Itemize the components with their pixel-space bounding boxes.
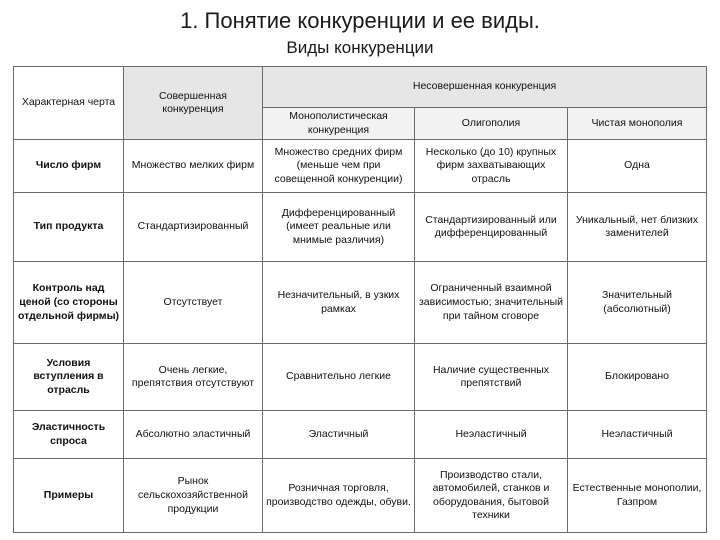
- row-label: Число фирм: [14, 140, 124, 193]
- row-label: Тип продукта: [14, 193, 124, 262]
- table-cell: Несколько (до 10) крупных фирм захватывающих отрасль: [415, 140, 568, 193]
- table-cell: Сравнительно легкие: [263, 344, 415, 411]
- table-row: [14, 193, 707, 262]
- competition-types-table: [13, 66, 707, 533]
- row-label: Условия вступления в отрасль: [14, 344, 124, 411]
- table-cell: Розничная торговля, производство одежды, обуви.: [263, 459, 415, 533]
- table-cell: Отсутствует: [124, 262, 263, 344]
- table-cell: Естественные монополии, Газпром: [568, 459, 707, 533]
- table-cell: Уникальный, нет близких заменителей: [568, 193, 707, 262]
- table-cell: Рынок сельскохозяйственной продукции: [124, 459, 263, 533]
- table-cell: Стандартизированный или дифференцированный: [415, 193, 568, 262]
- table-cell: Производство стали, автомобилей, станков и оборудования, бытовой техники: [415, 459, 568, 533]
- table-cell: Ограниченный взаимной зависимостью; значительный при тайном сговоре: [415, 262, 568, 344]
- table-row: [14, 411, 707, 459]
- table-cell: Одна: [568, 140, 707, 193]
- row-label: Контроль над ценой (со стороны отдельной фирмы): [14, 262, 124, 344]
- table-cell: Множество средних фирм (меньше чем при совещенной конкуренции): [263, 140, 415, 193]
- table-cell: Значительный (абсолютный): [568, 262, 707, 344]
- table-cell: Очень легкие, препятствия отсутствуют: [124, 344, 263, 411]
- header-pure-monopoly: Чистая монополия: [568, 108, 707, 140]
- header-characteristic: Характерная черта: [14, 67, 124, 140]
- table-cell: Эластичный: [263, 411, 415, 459]
- header-perfect-competition: Совершенная конкуренция: [124, 67, 263, 140]
- table-cell: Множество мелких фирм: [124, 140, 263, 193]
- table-row: [14, 344, 707, 411]
- header-monopolistic-competition: Монополистическая конкуренция: [263, 108, 415, 140]
- table-row: [14, 140, 707, 193]
- row-label: Эластичность спроса: [14, 411, 124, 459]
- table-cell: Блокировано: [568, 344, 707, 411]
- table-cell: Стандартизированный: [124, 193, 263, 262]
- table-header-row: [14, 67, 707, 108]
- table-cell: Наличие существенных препятствий: [415, 344, 568, 411]
- header-imperfect-competition: Несовершенная конкуренция: [263, 67, 707, 108]
- table-cell: Неэластичный: [568, 411, 707, 459]
- table-row: [14, 459, 707, 533]
- page-subtitle: Виды конкуренции: [286, 38, 434, 57]
- page-title: 1. Понятие конкуренции и ее виды.: [180, 8, 540, 33]
- table-cell: Незначительный, в узких рамках: [263, 262, 415, 344]
- table-row: [14, 262, 707, 344]
- table-cell: Неэластичный: [415, 411, 568, 459]
- header-oligopoly: Олигополия: [415, 108, 568, 140]
- row-label: Примеры: [14, 459, 124, 533]
- table-cell: Абсолютно эластичный: [124, 411, 263, 459]
- table-cell: Дифференцированный (имеет реальные или мнимые различия): [263, 193, 415, 262]
